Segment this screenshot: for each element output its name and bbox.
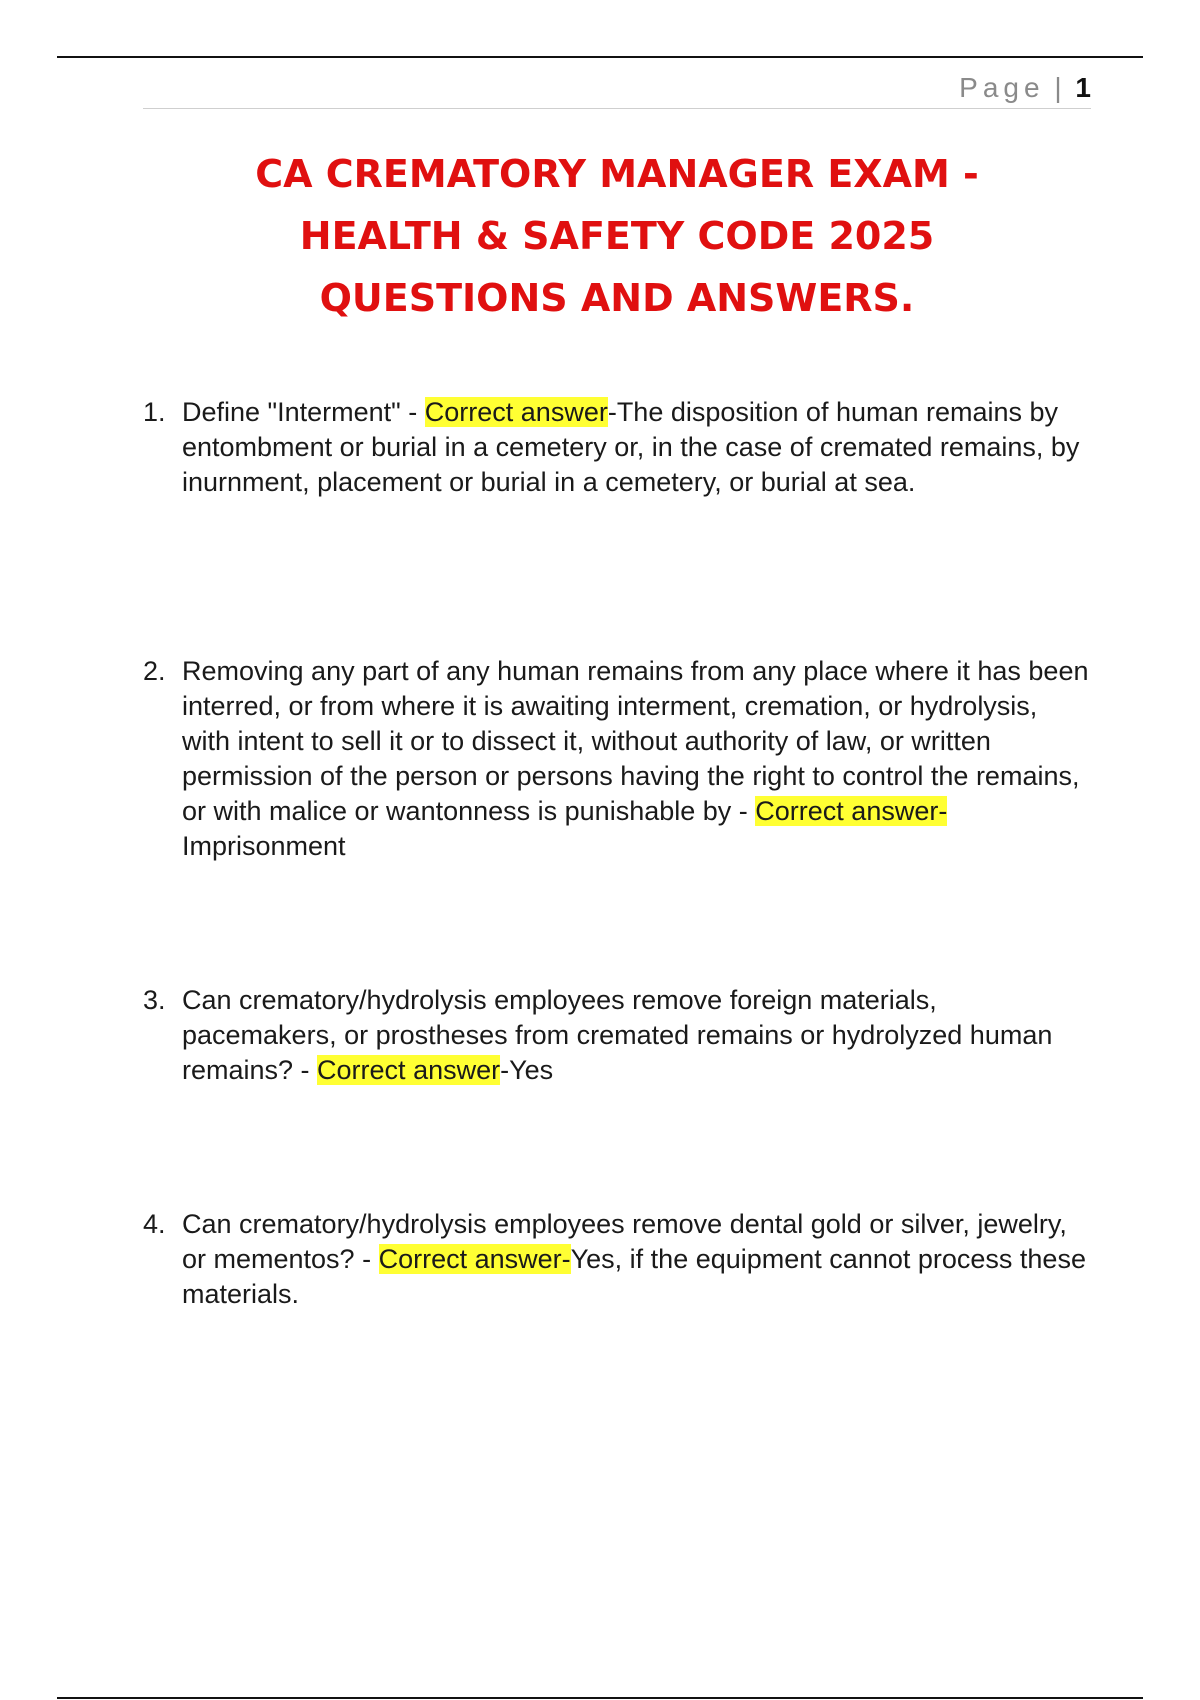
question-text: [182, 983, 1091, 1088]
title-line-2: HEALTH & SAFETY CODE 2025: [299, 214, 935, 258]
answer-text: Imprisonment: [182, 831, 346, 861]
top-rule: [57, 56, 1143, 58]
question-prompt: Removing any part of any human remains from any place where it has been interred, or from where it is awaiting interment, cremation, or hydrolysis, with intent to sell it or to dissect it, without authority of law, or written permission of the person or persons having the right to control the remains, or with malice or wantonness is punishable by -: [182, 656, 1089, 826]
question-text: [182, 654, 1091, 864]
page-label: Page: [959, 72, 1045, 103]
title-line-3: QUESTIONS AND ANSWERS.: [319, 276, 915, 320]
correct-answer-highlight: Correct answer: [317, 1055, 501, 1085]
question-number: 4.: [143, 1209, 166, 1239]
page-separator: |: [1054, 72, 1062, 103]
question-number: 2.: [143, 656, 166, 686]
question-item: [143, 983, 1091, 1088]
question-prompt: Define "Interment" -: [182, 397, 425, 427]
answer-text: -Yes: [500, 1055, 554, 1085]
title-line-1: CA CREMATORY MANAGER EXAM -: [255, 152, 979, 196]
question-prompt: Can crematory/hydrolysis employees remove foreign materials, pacemakers, or prostheses from cremated remains or hydrolyzed human remains? -: [182, 985, 1053, 1085]
page-number: 1: [1075, 72, 1091, 103]
question-number: 3.: [143, 985, 166, 1015]
answer-text: Yes, if the equipment cannot process these materials.: [182, 1244, 1086, 1309]
page-header: [143, 68, 1091, 109]
question-number: 1.: [143, 397, 166, 427]
bottom-rule: [57, 1697, 1143, 1699]
question-text: [182, 395, 1091, 500]
correct-answer-highlight: Correct answer-: [378, 1244, 571, 1274]
question-item: [143, 1207, 1091, 1312]
answer-text: -The disposition of human remains by entombment or burial in a cemetery or, in the case of cremated remains, by inurnment, placement or burial in a cemetery, or burial at sea.: [182, 397, 1080, 497]
document-title: [143, 143, 1091, 329]
question-item: [143, 395, 1091, 500]
question-item: [143, 654, 1091, 864]
correct-answer-highlight: Correct answer-: [755, 796, 948, 826]
correct-answer-highlight: Correct answer: [424, 397, 608, 427]
question-prompt: Can crematory/hydrolysis employees remove dental gold or silver, jewelry, or mementos? -: [182, 1209, 1067, 1274]
question-text: [182, 1207, 1091, 1312]
